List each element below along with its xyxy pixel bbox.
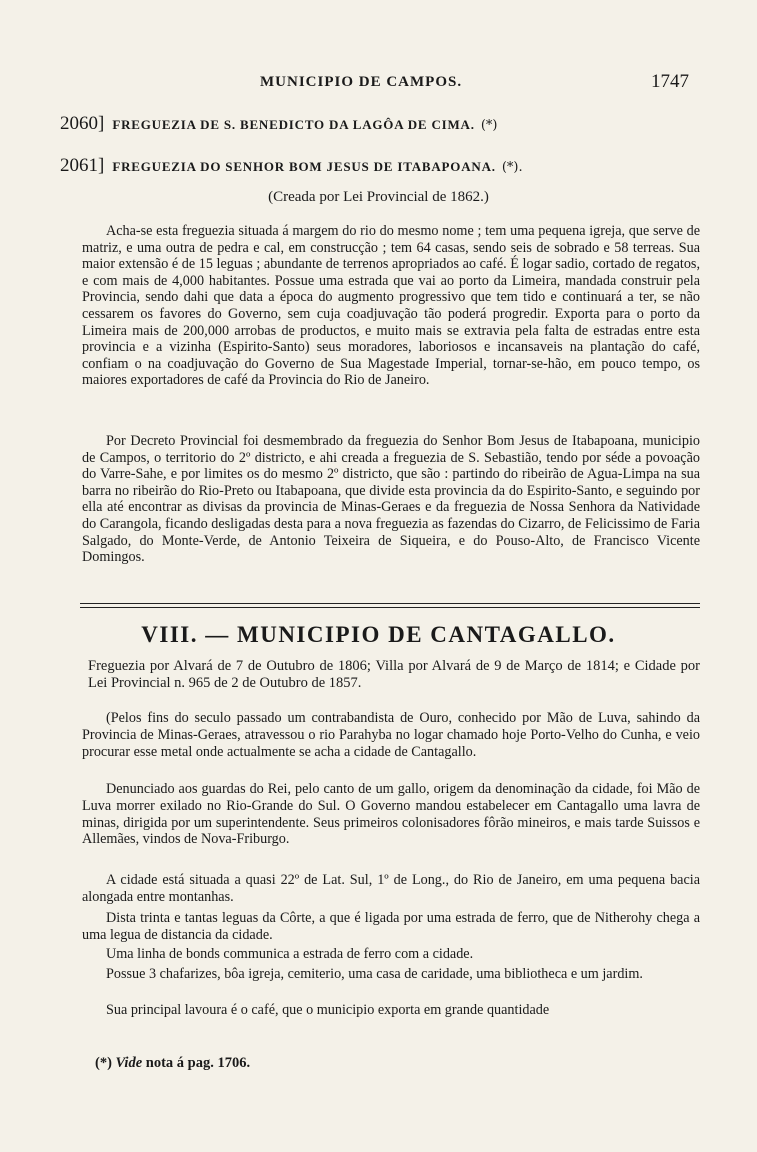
divider-rule xyxy=(80,607,700,608)
paragraph-history-origin: (Pelos fins do seculo passado um contrabandista de Ouro, conhecido por Mão de Luva, sahindo da Provincia de Minas-Geraes, atravessou o rio Parahyba no logar chamado hoje Porto-Velho do Cunha, e veio procurar esse metal onde actualmente se acha a cidade de Cantagallo. xyxy=(82,710,700,760)
entry-2060 xyxy=(60,113,710,135)
paragraph-location: A cidade está situada a quasi 22º de Lat. Sul, 1º de Long., do Rio de Janeiro, em uma pequena bacia alongada entre montanhas. xyxy=(82,872,700,905)
paragraph-amenities: Possue 3 chafarizes, bôa igreja, cemiterio, uma casa de caridade, uma bibliotheca e um jardim. xyxy=(106,966,643,982)
footnote-mark: (*) xyxy=(480,118,498,133)
footnote-mark: (*). xyxy=(501,160,523,175)
footnote-vide: Vide xyxy=(115,1055,143,1071)
page-number: 1747 xyxy=(651,71,689,92)
footnote-mark: (*) xyxy=(95,1055,112,1071)
paragraph-agriculture: Sua principal lavoura é o café, que o municipio exporta em grande quantidade xyxy=(106,1002,550,1018)
entry-name: FREGUEZIA DE S. BENEDICTO DA LAGÔA DE CIMA. xyxy=(112,117,475,132)
footnote-text: nota á pag. 1706. xyxy=(145,1055,251,1071)
entry-2061 xyxy=(60,155,710,177)
creation-note: (Creada por Lei Provincial de 1862.) xyxy=(268,189,489,205)
running-head-title: MUNICIPIO DE CAMPOS. xyxy=(260,74,463,90)
entry-number: 2061] xyxy=(60,155,105,176)
paragraph-bonds: Uma linha de bonds communica a estrada de ferro com a cidade. xyxy=(106,946,474,962)
paragraph-distance: Dista trinta e tantas leguas da Côrte, a que é ligada por uma estrada de ferro, que de Nitherohy chega a uma legua de distancia da cidade. xyxy=(82,910,700,943)
footnote xyxy=(95,1055,250,1072)
running-head xyxy=(0,71,757,98)
paragraph-itabapoana-decree: Por Decreto Provincial foi desmembrado da freguezia do Senhor Bom Jesus de Itabapoana, municipio de Campos, o territorio do 2º districto, e ahi creada a freguezia de S. Sebastião, tendo por séde a povoação do Varre-Sahe, e por limites os do mesmo 2º districto, que são : partindo do ribeirão de Agua-Limpa na sua barra no ribeirão do Rio-Preto ou Itabapoana, que divide esta provincia da do Espirito-Santo, e seguindo por ella até encontrar as divisas da provincia de Minas-Geraes e da freguezia de Nossa Senhora da Natividade do Carangola, ficando desligadas desta para a nova freguezia as fazendas do Cizarro, de Felicissimo de Faria Salgado, do Monte-Verde, de Antonio Teixeira de Siqueira, e do Pouso-Alto, de Francisco Vicente Domingos. xyxy=(82,433,700,566)
paragraph-itabapoana-description: Acha-se esta freguezia situada á margem do rio do mesmo nome ; tem uma pequena igreja, que serve de matriz, e uma outra de pedra e cal, em construcção ; tem 64 casas, sendo seis de sobrado e 58 terreas. Sua maior extensão é de 15 leguas ; abundante de terrenos apropriados ao café. É logar sadio, cortado de regatos, e com mais de 4,000 habitantes. Possue uma estrada que vai ao porto da Limeira, mandada construir pela Provincia, sendo dahi que data a época do augmento progressivo que tem tido e continuará a ter, se não cessarem os favores do Governo, sem cuja coadjuvação tão poderá progredir. Exporta para o porto da Limeira mais de 200,000 arrobas de productos, e muito mais se extravia pela falta de estradas entre esta provincia e a vizinha (Espirito-Santo) seus moradores, laboriosos e incansaveis na plantação do café, confiam o na coadjuvação do Governo de Sua Magestade Imperial, tornar-se-hão, em pouco tempo, os maiores exportadores de café da Provincia do Rio de Janeiro. xyxy=(82,223,700,389)
section-title: VIII. — MUNICIPIO DE CANTAGALLO. xyxy=(141,622,616,647)
entry-number: 2060] xyxy=(60,113,105,134)
divider-rule xyxy=(80,603,700,604)
section-dates: Freguezia por Alvará de 7 de Outubro de 1806; Villa por Alvará de 9 de Março de 1814; e Cidade por Lei Provincial n. 965 de 2 de Outubro de 1857. xyxy=(88,658,700,691)
paragraph-history-name: Denunciado aos guardas do Rei, pelo canto de um gallo, origem da denominação da cidade, foi Mão de Luva morrer exilado no Rio-Grande do Sul. O Governo mandou estabelecer em Cantagallo uma lavra de minas, dirigida por um superintendente. Seus primeiros colonisadores fôrão mineiros, e mais tarde Suissos e Allemães, vindos de Nova-Friburgo. xyxy=(82,781,700,848)
entry-name: FREGUEZIA DO SENHOR BOM JESUS DE ITABAPOANA. xyxy=(112,159,496,174)
